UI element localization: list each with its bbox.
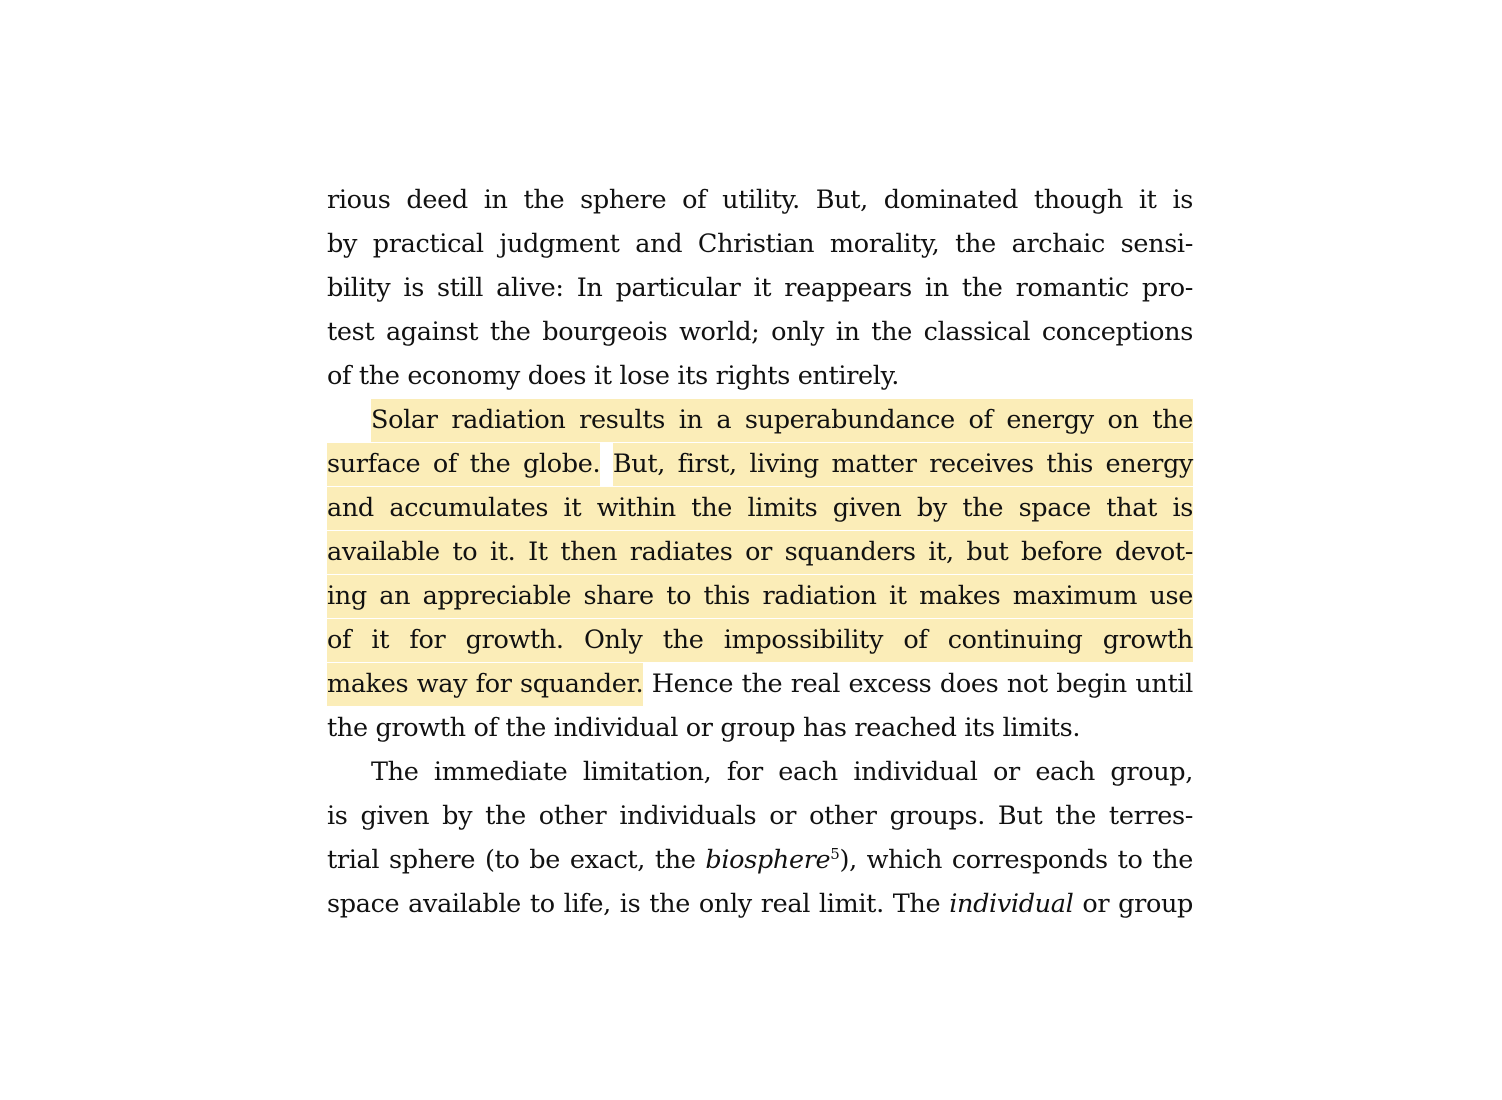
paragraph: [327, 750, 1193, 926]
text-segment: ), which corresponds to the: [839, 845, 1193, 875]
highlighted-text[interactable]: and accumulates it within the limits given by the space that is: [327, 487, 1193, 530]
italic-term: individual: [949, 889, 1074, 919]
text-line: [327, 882, 1193, 926]
text-line: [327, 574, 1193, 618]
highlighted-text[interactable]: makes way for squander.: [327, 663, 643, 706]
text-line: [327, 662, 1193, 706]
highlighted-text[interactable]: available to it. It then radiates or squanders it, but before devot-: [327, 531, 1193, 574]
footnote-marker[interactable]: 5: [830, 845, 840, 863]
highlighted-text[interactable]: ing an appreciable share to this radiation it makes maximum use: [327, 575, 1193, 618]
highlighted-text[interactable]: surface of the globe.: [327, 443, 600, 486]
text-line: [327, 398, 1193, 442]
text-line: by practical judgment and Christian morality, the archaic sensi-: [327, 229, 1193, 259]
text-segment: trial sphere (to be exact, the: [327, 845, 696, 875]
text-segment: Hence the real excess does not begin until: [651, 669, 1193, 699]
text-segment: space available to life, is the only real limit. The: [327, 889, 941, 919]
text-line: bility is still alive: In particular it reappears in the romantic pro-: [327, 273, 1193, 303]
highlighted-text[interactable]: But, first, living matter receives this energy: [613, 443, 1193, 486]
text-segment: or group: [1082, 889, 1193, 919]
text-line: [327, 530, 1193, 574]
text-line: The immediate limitation, for each individual or each group,: [371, 757, 1193, 787]
text-line: of the economy does it lose its rights entirely.: [327, 361, 900, 391]
paragraph: [327, 178, 1193, 398]
highlighted-text[interactable]: of it for growth. Only the impossibility of continuing growth: [327, 619, 1193, 662]
paragraph-highlighted: [327, 398, 1193, 750]
text-line: the growth of the individual or group has reached its limits.: [327, 713, 1081, 743]
italic-term: biosphere: [705, 845, 831, 875]
text-line: rious deed in the sphere of utility. But, dominated though it is: [327, 185, 1193, 215]
text-line: [327, 618, 1193, 662]
text-line: [327, 442, 1193, 486]
text-line: test against the bourgeois world; only in the classical conceptions: [327, 317, 1193, 347]
body-text: [327, 178, 1193, 926]
text-line: [327, 486, 1193, 530]
text-line: is given by the other individuals or other groups. But the terres-: [327, 801, 1193, 831]
text-line: [327, 838, 1193, 882]
highlighted-text[interactable]: Solar radiation results in a superabundance of energy on the: [371, 399, 1193, 442]
